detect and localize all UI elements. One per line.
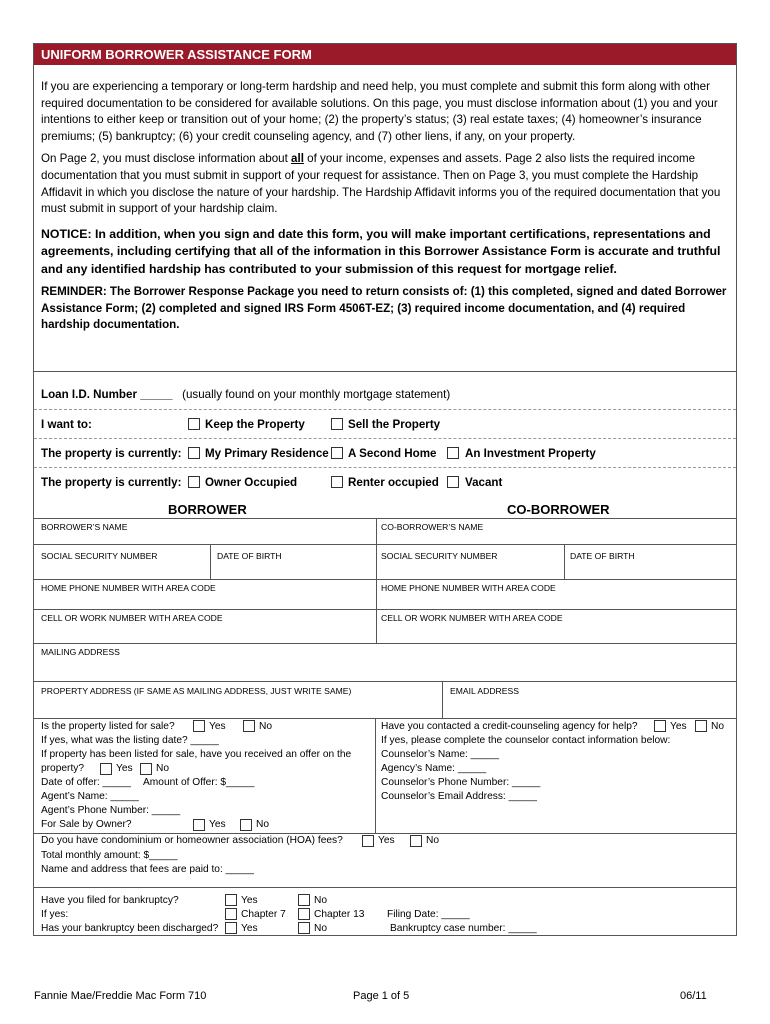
owner-occupied-checkbox[interactable]: [188, 476, 200, 488]
counselor-email-field[interactable]: Counselor’s Email Address: _____: [381, 791, 537, 802]
loan-id-row: [41, 388, 450, 402]
counselor-name-field[interactable]: Counselor’s Name: _____: [381, 749, 499, 760]
counseling-question: Have you contacted a credit-counseling agency for help?: [381, 721, 638, 732]
loan-id-note: (usually found on your monthly mortgage statement): [182, 388, 451, 401]
emphasis-all: all: [291, 152, 304, 166]
borrower-dob-field[interactable]: DATE OF BIRTH: [217, 551, 282, 561]
borrower-cell-phone-field[interactable]: CELL OR WORK NUMBER WITH AREA CODE: [41, 613, 223, 623]
listed-yes-checkbox[interactable]: [193, 720, 205, 732]
second-home-checkbox[interactable]: [331, 447, 343, 459]
sell-property-checkbox[interactable]: [331, 418, 343, 430]
counseling-no-label: No: [711, 721, 725, 732]
intent-label: I want to:: [41, 418, 92, 431]
form-title: UNIFORM BORROWER ASSISTANCE FORM: [34, 44, 736, 65]
bankruptcy-no-checkbox[interactable]: [298, 894, 310, 906]
intro-section: [41, 79, 731, 340]
hoa-yes-checkbox[interactable]: [362, 835, 374, 847]
divider: [34, 643, 736, 644]
hoa-no-checkbox[interactable]: [410, 835, 422, 847]
offer-yes-checkbox[interactable]: [100, 763, 112, 775]
fsbo-question: For Sale by Owner?: [41, 819, 132, 830]
status-label: The property is currently:: [41, 476, 182, 489]
renter-occupied-label: Renter occupied: [348, 476, 439, 489]
owner-occupied-label: Owner Occupied: [205, 476, 298, 489]
coborrower-heading: CO-BORROWER: [507, 502, 610, 517]
offer-date-field[interactable]: Date of offer: _____: [41, 777, 131, 788]
column-divider: [564, 544, 565, 579]
listing-date-field[interactable]: If yes, what was the listing date? _____: [41, 735, 219, 746]
primary-residence-label: My Primary Residence: [205, 447, 329, 460]
renter-occupied-checkbox[interactable]: [331, 476, 343, 488]
reminder-paragraph: REMINDER: The Borrower Response Package you need to return consists of: (1) this completed, signed and dated Borrower Assistance Form; (2) completed and signed IRS Form 4506T-EZ; (3) required income documentation, and (4) required hardship documentation.: [41, 285, 727, 332]
loan-id-label[interactable]: Loan I.D. Number _____: [41, 388, 173, 401]
footer-form-id: Fannie Mae/Freddie Mac Form 710: [34, 990, 207, 1002]
investment-property-checkbox[interactable]: [447, 447, 459, 459]
divider: [34, 718, 736, 719]
counseling-yes-label: Yes: [670, 721, 687, 732]
borrower-heading: BORROWER: [168, 502, 247, 517]
chapter-13-label: Chapter 13: [314, 909, 365, 920]
investment-property-label: An Investment Property: [465, 447, 596, 460]
divider: [34, 371, 736, 372]
borrower-ssn-field[interactable]: SOCIAL SECURITY NUMBER: [41, 551, 158, 561]
intro-paragraph-2: On Page 2, you must disclose information about all of your income, expenses and assets. Page 2 also lists the required income documentation that you must submit in support of your request for assistance. Then on Page 3, you must complete the Hardship Affidavit in which you disclose the nature of your hardship. The Hardship Affidavit informs you of the required documentation that you must submit in support of your hardship claim.: [41, 152, 721, 216]
divider: [34, 579, 736, 580]
discharged-yes-checkbox[interactable]: [225, 922, 237, 934]
listed-no-label: No: [259, 721, 273, 732]
coborrower-cell-phone-field[interactable]: CELL OR WORK NUMBER WITH AREA CODE: [381, 613, 563, 623]
counseling-yes-checkbox[interactable]: [654, 720, 666, 732]
fsbo-no-checkbox[interactable]: [240, 819, 252, 831]
divider: [34, 438, 736, 439]
bankruptcy-chapter-label: If yes:: [41, 909, 69, 920]
coborrower-dob-field[interactable]: DATE OF BIRTH: [570, 551, 635, 561]
agent-phone-field[interactable]: Agent’s Phone Number: _____: [41, 805, 181, 816]
footer-page-number: Page 1 of 5: [353, 990, 410, 1002]
coborrower-name-field[interactable]: CO-BORROWER’S NAME: [381, 522, 484, 532]
listed-no-checkbox[interactable]: [243, 720, 255, 732]
sell-property-label: Sell the Property: [348, 418, 441, 431]
bankruptcy-yes-checkbox[interactable]: [225, 894, 237, 906]
counselor-phone-field[interactable]: Counselor’s Phone Number: _____: [381, 777, 541, 788]
borrower-assistance-form: [33, 43, 737, 936]
column-divider: [442, 681, 443, 718]
counseling-instructions: If yes, please complete the counselor contact information below:: [381, 735, 671, 746]
vacant-label: Vacant: [465, 476, 503, 489]
column-divider: [376, 518, 377, 643]
coborrower-home-phone-field[interactable]: HOME PHONE NUMBER WITH AREA CODE: [381, 583, 556, 593]
primary-residence-checkbox[interactable]: [188, 447, 200, 459]
property-address-field[interactable]: PROPERTY ADDRESS (IF SAME AS MAILING ADDRESS, JUST WRITE SAME): [41, 686, 352, 696]
fsbo-yes-label: Yes: [209, 819, 226, 830]
hoa-payee-field[interactable]: Name and address that fees are paid to: _____: [41, 864, 254, 875]
case-number-field[interactable]: Bankruptcy case number: _____: [390, 923, 537, 934]
offer-question-cont: property?: [41, 763, 85, 774]
occupancy-label: The property is currently:: [41, 447, 182, 460]
offer-yes-label: Yes: [116, 763, 133, 774]
keep-property-label: Keep the Property: [205, 418, 305, 431]
bankruptcy-yes-label: Yes: [241, 895, 258, 906]
column-divider: [375, 718, 376, 833]
divider: [34, 887, 736, 888]
coborrower-ssn-field[interactable]: SOCIAL SECURITY NUMBER: [381, 551, 498, 561]
divider: [34, 681, 736, 682]
filing-date-field[interactable]: Filing Date: _____: [387, 909, 470, 920]
bankruptcy-no-label: No: [314, 895, 328, 906]
email-address-field[interactable]: EMAIL ADDRESS: [450, 686, 519, 696]
hoa-question: Do you have condominium or homeowner association (HOA) fees?: [41, 835, 343, 846]
divider: [34, 609, 736, 610]
discharged-question: Has your bankruptcy been discharged?: [41, 923, 219, 934]
counseling-no-checkbox[interactable]: [695, 720, 707, 732]
hoa-yes-label: Yes: [378, 835, 395, 846]
discharged-no-checkbox[interactable]: [298, 922, 310, 934]
divider: [34, 518, 736, 519]
divider: [34, 409, 736, 410]
keep-property-checkbox[interactable]: [188, 418, 200, 430]
listed-yes-label: Yes: [209, 721, 226, 732]
second-home-label: A Second Home: [348, 447, 437, 460]
footer-revision-date: 06/11: [680, 990, 707, 1002]
intro-paragraph-1: If you are experiencing a temporary or long-term hardship and need help, you must complete and submit this form along with other required documentation to be considered for available solutions. On this page, you must disclose information about (1) you and your intentions to either keep or transition out of your home; (2) the property’s status; (3) real estate taxes; (4) homeowner’s insurance premiums; (5) bankruptcy; (6) your credit counseling agency, and (7) other liens, if any, on your property.: [41, 80, 718, 143]
bankruptcy-question: Have you filed for bankruptcy?: [41, 895, 179, 906]
borrower-name-field[interactable]: BORROWER’S NAME: [41, 522, 128, 532]
agency-name-field[interactable]: Agency’s Name: _____: [381, 763, 487, 774]
fsbo-yes-checkbox[interactable]: [193, 819, 205, 831]
column-divider: [210, 544, 211, 579]
discharged-no-label: No: [314, 923, 328, 934]
offer-amount-field[interactable]: Amount of Offer: $_____: [143, 777, 255, 788]
offer-question: If property has been listed for sale, have you received an offer on the: [41, 749, 352, 760]
vacant-checkbox[interactable]: [447, 476, 459, 488]
offer-no-label: No: [156, 763, 170, 774]
divider: [34, 544, 736, 545]
chapter-7-checkbox[interactable]: [225, 908, 237, 920]
mailing-address-field[interactable]: MAILING ADDRESS: [41, 647, 120, 657]
chapter-7-label: Chapter 7: [241, 909, 286, 920]
hoa-amount-field[interactable]: Total monthly amount: $_____: [41, 850, 178, 861]
discharged-yes-label: Yes: [241, 923, 258, 934]
chapter-13-checkbox[interactable]: [298, 908, 310, 920]
hoa-no-label: No: [426, 835, 440, 846]
borrower-home-phone-field[interactable]: HOME PHONE NUMBER WITH AREA CODE: [41, 583, 216, 593]
divider: [34, 467, 736, 468]
agent-name-field[interactable]: Agent’s Name: _____: [41, 791, 139, 802]
offer-no-checkbox[interactable]: [140, 763, 152, 775]
notice-paragraph: NOTICE: In addition, when you sign and date this form, you will make important certifications, representations and agreements, including certifying that all of the information in this Borrower Assistance Form is accurate and truthful and any identified hardship has contributed to your submission of this request for mortgage relief.: [41, 226, 721, 276]
fsbo-no-label: No: [256, 819, 270, 830]
listed-question: Is the property listed for sale?: [41, 721, 175, 732]
